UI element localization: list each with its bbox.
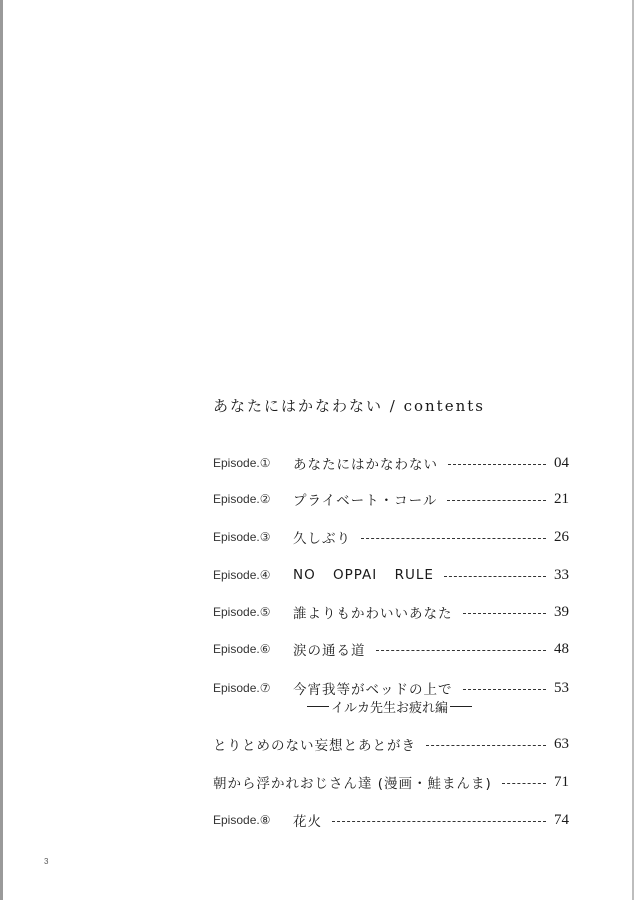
page-number: 39 <box>554 603 569 620</box>
entry-title: 今宵我等がベッドの上で <box>293 682 453 698</box>
dotted-leader <box>447 500 546 501</box>
page-number: 63 <box>554 735 569 752</box>
episode-label: Episode.⑤ <box>213 605 271 619</box>
dotted-leader <box>444 576 546 577</box>
entry-title: 誰よりもかわいいあなた <box>293 606 453 622</box>
page-number: 33 <box>554 566 569 583</box>
dotted-leader <box>463 689 547 690</box>
entry-title: 花火 <box>293 814 322 830</box>
dotted-leader <box>502 783 546 784</box>
dotted-leader <box>426 745 546 746</box>
toc-entry-9 <box>213 771 569 793</box>
toc-entry-1 <box>213 452 569 474</box>
episode-label: Episode.⑧ <box>213 813 271 827</box>
subtitle-dash-right <box>450 706 472 707</box>
subtitle-dash-left <box>307 706 329 707</box>
episode-label: Episode.② <box>213 492 271 506</box>
toc-entry-2 <box>213 488 569 510</box>
episode-label: Episode.③ <box>213 530 271 544</box>
page-number: 74 <box>554 811 569 828</box>
episode-label: Episode.④ <box>213 568 271 582</box>
entry-title: とりとめのない妄想とあとがき <box>213 738 416 754</box>
toc-entry-10 <box>213 809 569 831</box>
toc-entry-4 <box>213 564 569 586</box>
page-number: 48 <box>554 640 569 657</box>
page-number: 04 <box>554 454 569 471</box>
page-number: 21 <box>554 490 569 507</box>
entry-title: 久しぶり <box>293 531 351 547</box>
entry-title: 涙の通る道 <box>293 643 366 659</box>
episode-label: Episode.⑦ <box>213 681 271 695</box>
entry-subtitle: イルカ先生お疲れ編 <box>331 700 449 716</box>
toc-entry-8 <box>213 733 569 755</box>
entry-title: プライベート・コール <box>293 493 438 509</box>
dotted-leader <box>332 821 546 822</box>
dotted-leader <box>448 464 546 465</box>
toc-entry-7-subtitle <box>305 697 505 715</box>
dotted-leader <box>361 538 546 539</box>
page-number: 53 <box>554 679 569 696</box>
page-edge-left <box>0 0 3 900</box>
page-number: 26 <box>554 528 569 545</box>
toc-entry-6 <box>213 638 569 660</box>
dotted-leader <box>376 650 547 651</box>
episode-label: Episode.⑥ <box>213 642 271 656</box>
entry-title: 朝から浮かれおじさん達 (漫画・鮭まんま) <box>213 776 492 792</box>
page-folio: 3 <box>44 857 49 866</box>
page-number: 71 <box>554 773 569 790</box>
toc-entry-3 <box>213 526 569 548</box>
entry-title: NO OPPAI RULE <box>293 567 434 583</box>
toc-entry-5 <box>213 601 569 623</box>
dotted-leader <box>463 613 547 614</box>
entry-title: あなたにはかなわない <box>293 457 438 473</box>
contents-title: あなたにはかなわない / contents <box>213 397 485 415</box>
episode-label: Episode.① <box>213 456 271 470</box>
